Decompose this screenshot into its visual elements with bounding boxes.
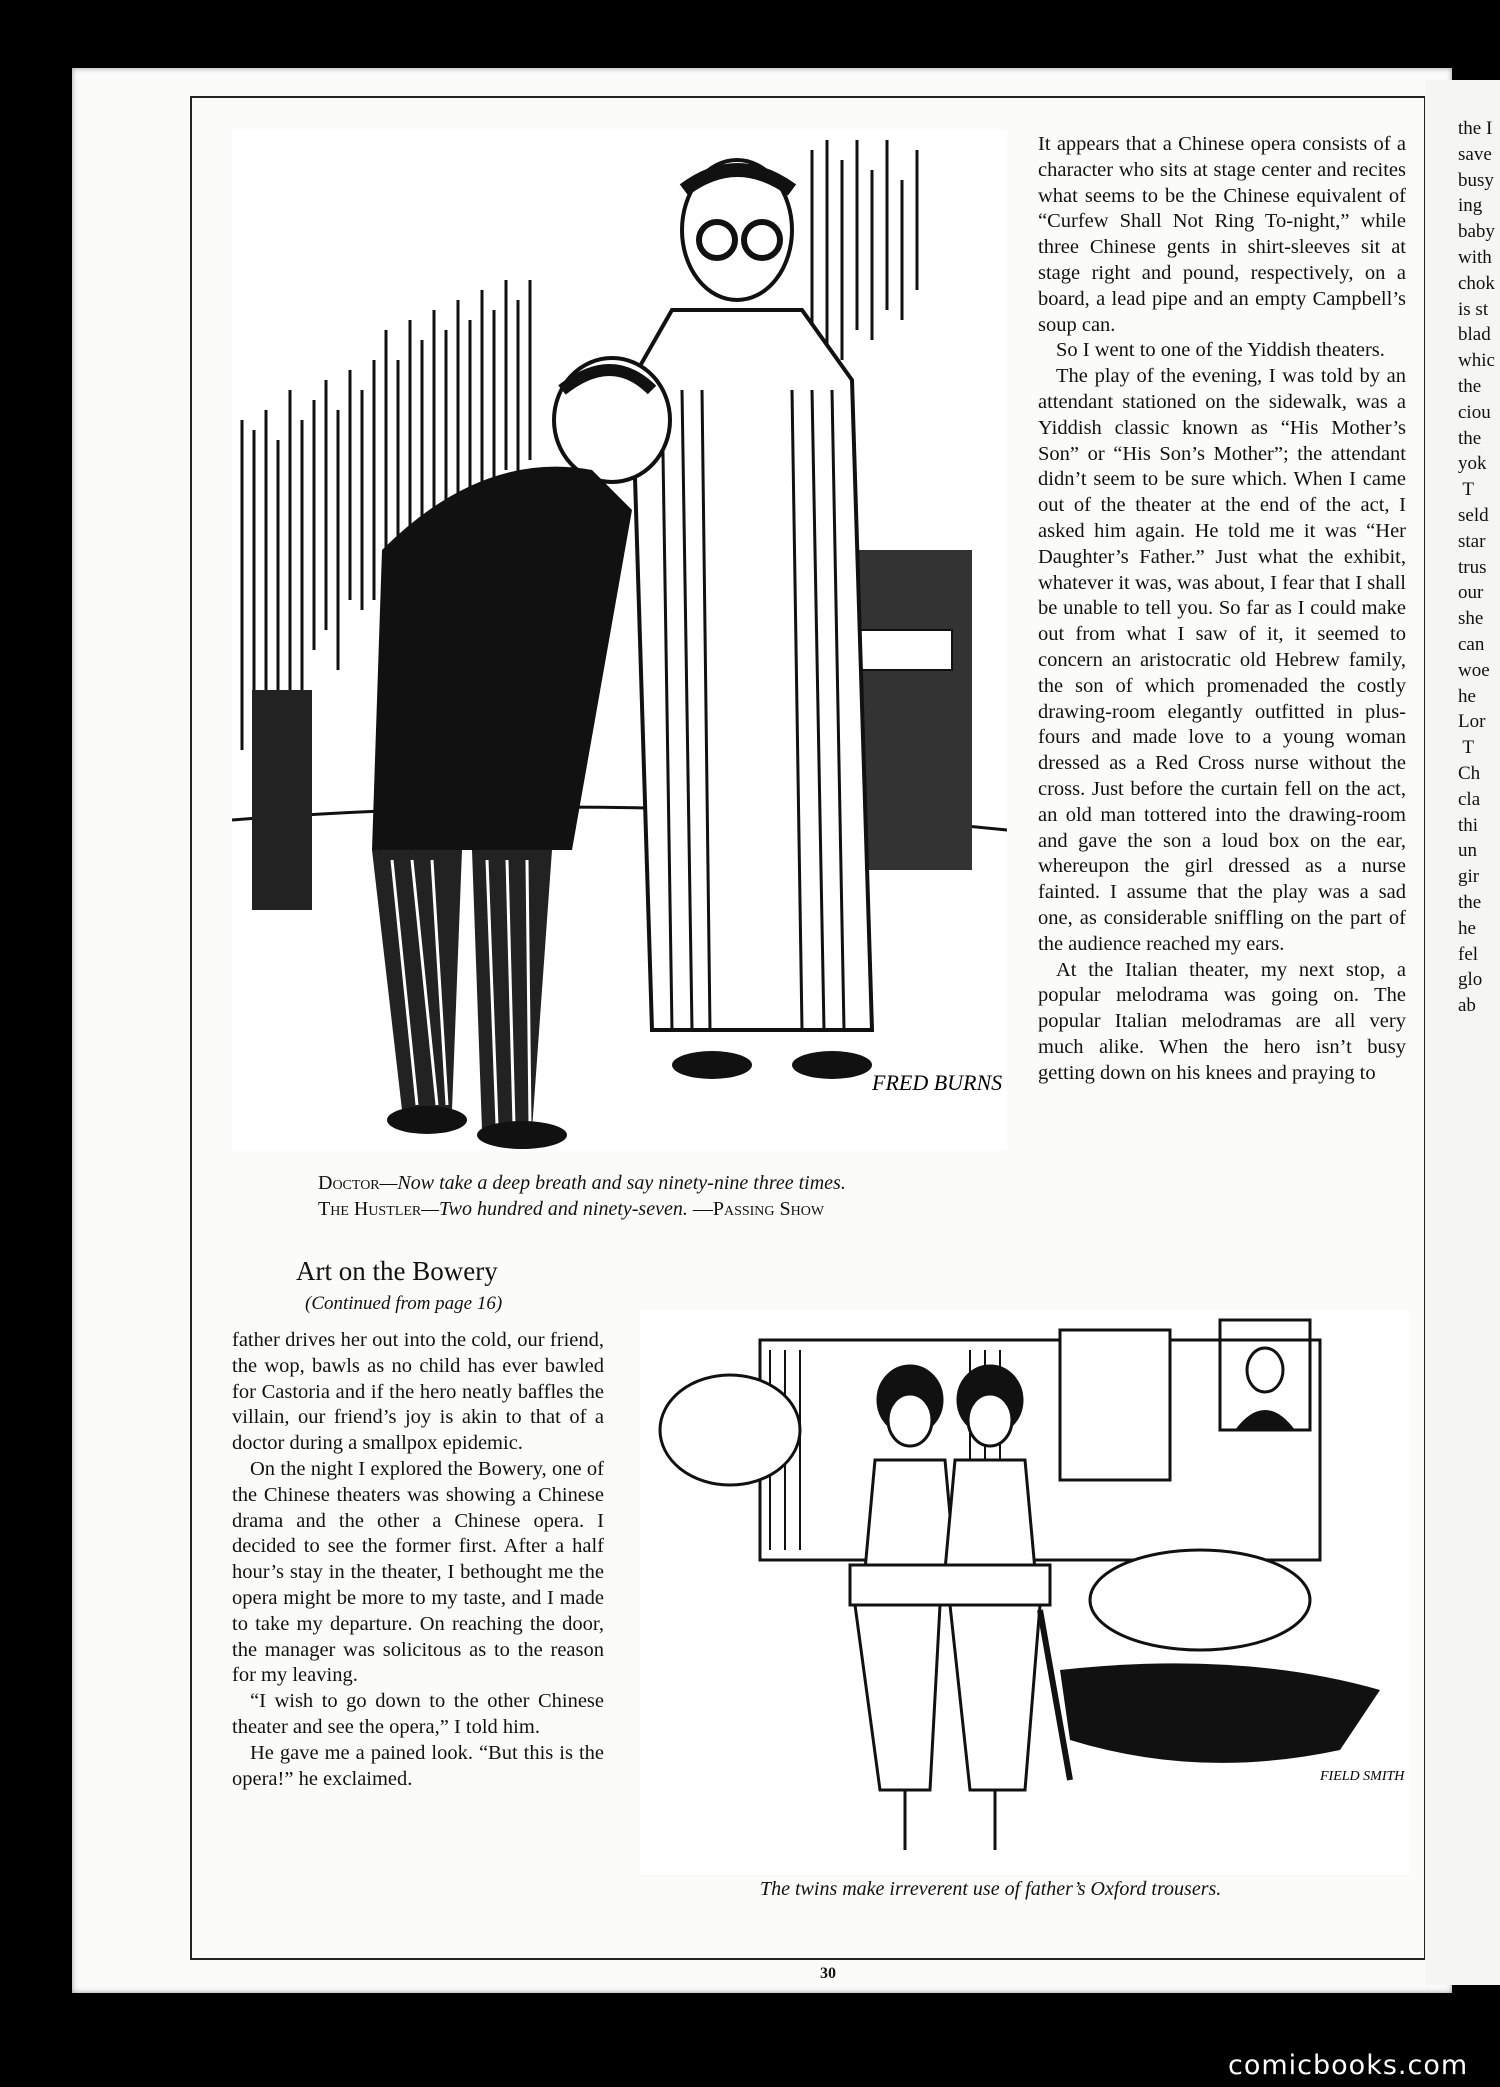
continued-note: (Continued from page 16) [305,1293,503,1314]
cartoon1-signature: FRED BURNS [872,1070,1003,1095]
site-watermark: comicbooks.com [1228,2050,1469,2081]
caption-hustler-line: —Two hundred and ninety-seven. [421,1198,688,1220]
article-headline: Art on the Bowery [296,1256,498,1286]
paragraph: father drives her out into the cold, our friend, the wop, bawls as no child has ever bawled for Castoria and if the hero neatly baffles the villain, our friend’s joy is akin to that of a doctor during a smallpox epidemic. [232,1329,604,1455]
caption-speaker-hustler: The Hustler [318,1198,422,1220]
paragraph: On the night I explored the Bowery, one of the Chinese theaters was showing a Chinese drama and the other a Chinese opera. I decided to see the former first. After a half hour’s stay in the theater, I bethought me the opera might be more to my taste, and I made to take my departure. On reaching the door, the manager was solicitous as to the reason for my leaving. [232,1457,604,1687]
facing-page-text-fragments: the I save busy ing baby with chok is st blad whic the ciou the yok T seld star trus our she can woe he Lor T Ch cla thi un gir the he fel glo ab [1458,118,1495,1017]
caption-doctor-line: —Now take a deep breath and say ninety-nine three times. [379,1172,846,1194]
article-column-right [1038,132,1406,1086]
paragraph: It appears that a Chinese opera consists of a character who sits at stage center and recites what seems to be the Chinese equivalent of “Curfew Shall Not Ring To-night,” while three Chinese gents in shirt-sleeves sit at stage right and pound, respectively, on a board, a lead pipe and an empty Campbell’s soup can. [1038,133,1406,336]
paragraph: “I wish to go down to the other Chinese theater and see the opera,” I told him. [232,1690,604,1738]
cartoon-doctor-illustration [232,130,1007,1150]
cartoon2-signature: FIELD SMITH [1320,1769,1405,1784]
caption-speaker-doctor: Doctor [318,1172,380,1194]
cartoon-twins-illustration [640,1310,1410,1875]
paragraph: The play of the evening, I was told by an attendant stationed on the sidewalk, was a Yiddish classic known as “His Mother’s Son” or “His Son’s Mother”; the attendant didn’t seem to be sure which. When I came out of the theater at the end of the act, I asked him again. He told me it was “Her Daughter’s Father.” Just what the exhibit, whatever it was, was about, I fear that I shall be unable to tell you. So far as I could make out from what I saw of it, it seemed to concern an aristocratic old Hebrew family, the son of which promenaded the costly drawing-room elegantly outfitted in plus-fours and made love to a young woman dressed as a Red Cross nurse without the cross. Just before the curtain fell on the act, an old man tottered into the drawing-room and gave the son a loud box on the ear, whereupon the girl dressed as a nurse fainted. I assume that the play was a sad one, as considerable sniffling on the part of the audience reached my ears. [1038,365,1406,955]
cartoon2-caption: The twins make irreverent use of father’s Oxford trousers. [760,1878,1222,1900]
article-column-left [232,1328,604,1792]
page-number: 30 [820,1965,836,1982]
paragraph: So I went to one of the Yiddish theaters. [1056,339,1385,362]
paragraph: At the Italian theater, my next stop, a popular melodrama was going on. The popular Italian melodramas are all very much alike. When the hero isn’t busy getting down on his knees and praying to [1038,958,1406,1084]
paragraph: He gave me a pained look. “But this is the opera!” he exclaimed. [232,1741,604,1790]
cartoon1-caption [318,1170,1038,1222]
caption-credit: —Passing Show [692,1198,825,1220]
